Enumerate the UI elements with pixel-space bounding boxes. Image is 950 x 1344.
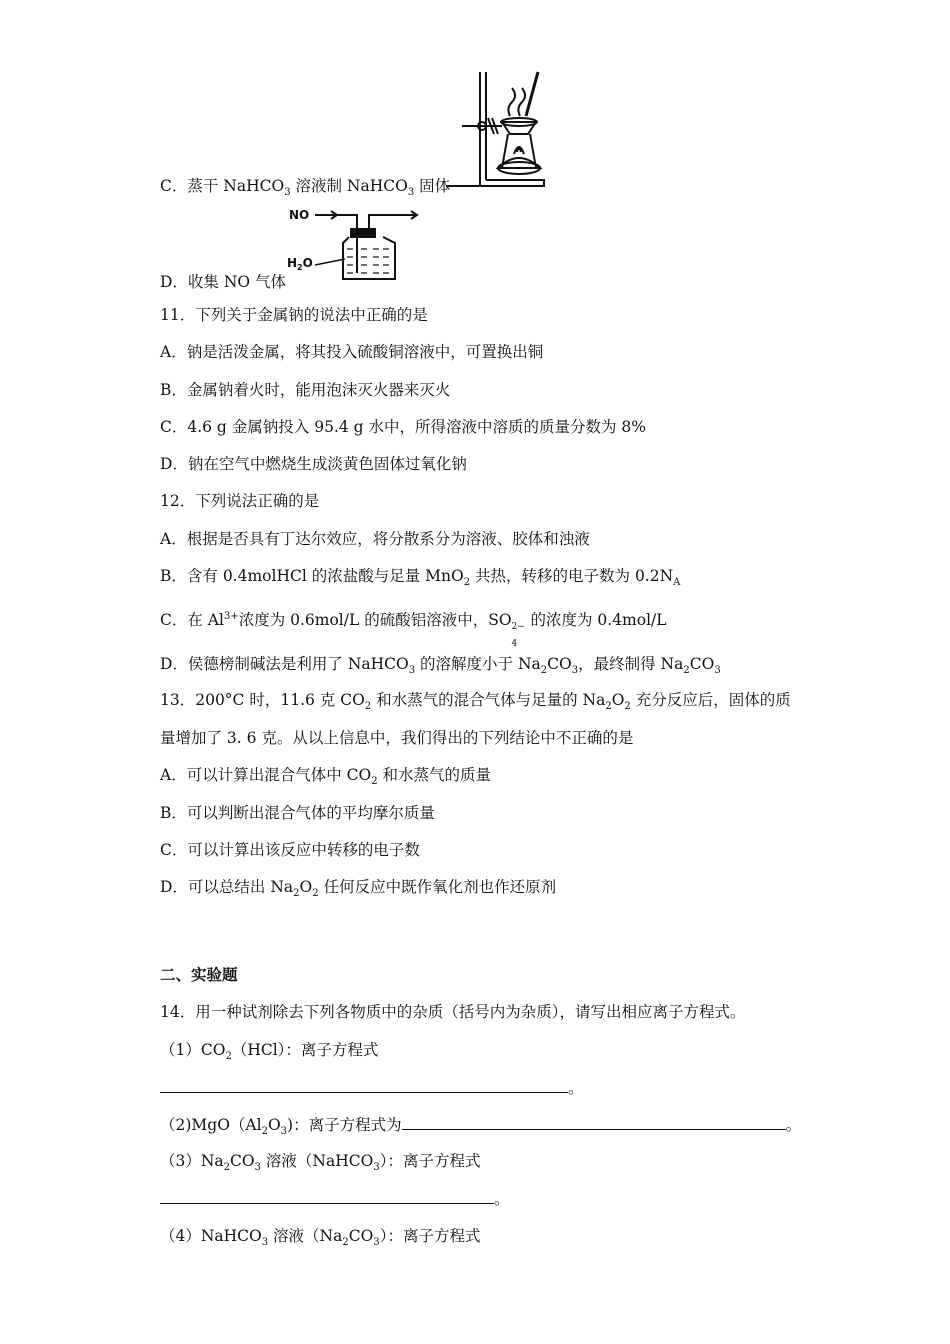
- subscript: 4: [511, 639, 518, 649]
- q13-text-3: O: [611, 691, 625, 709]
- q12-d-text-2: 的溶解度小于 Na: [415, 655, 541, 673]
- q13-option-a: [160, 765, 492, 788]
- q11-option-a: A．钠是活泼金属，将其投入硫酸铜溶液中，可置换出铜: [160, 343, 544, 361]
- subscript: 2: [364, 701, 372, 713]
- q14-p2-text-1: （2)MgO（Al: [160, 1116, 262, 1134]
- q12-option-d: [160, 654, 721, 677]
- q13-option-d: [160, 877, 557, 900]
- q13-text-2: 和水蒸气的混合气体与足量的 Na: [371, 691, 606, 709]
- q12-option-a: A．根据是否具有丁达尔效应，将分散系分为溶液、胶体和浊液: [160, 530, 590, 548]
- q13-d-text-2: O: [299, 878, 313, 896]
- q14-p4-text-4: ）：离子方程式: [379, 1227, 481, 1245]
- subscript: 2: [624, 701, 631, 713]
- q10-c-text-2: 溶液制 NaHCO: [290, 177, 408, 195]
- q12-d-text-5: CO: [689, 655, 715, 673]
- section-heading: 二、实验题: [160, 966, 238, 984]
- end-mark: 。: [568, 1079, 584, 1097]
- fig-label-h2o: $H_2O$: [287, 256, 313, 272]
- q10-c-text-3: 固体: [414, 177, 451, 195]
- gas-collection-figure: [285, 203, 425, 283]
- q14-p2-text-3: )：离子方程式为: [287, 1116, 402, 1134]
- subscript: 3: [373, 1237, 380, 1249]
- q14-stem: 14．用一种试剂除去下列各物质中的杂质（括号内为杂质），请写出相应离子方程式。: [160, 1003, 746, 1021]
- subscript: 2: [293, 888, 300, 900]
- q14-part1: [160, 1040, 379, 1063]
- subscript: 2: [683, 665, 690, 677]
- subscript: 2: [463, 577, 471, 589]
- q13-a-text-2: 和水蒸气的质量: [377, 766, 492, 784]
- q13-stem-line1: [160, 690, 791, 713]
- q10-option-d: D．收集 NO 气体: [160, 273, 287, 291]
- fig-label-no: NO: [289, 208, 310, 222]
- q14-p3-text-2: CO: [230, 1152, 255, 1170]
- subscript: 3: [254, 1162, 261, 1174]
- q12-c-text-3: 的浓度为 0.4mol/L: [525, 611, 667, 629]
- subscript: 2: [223, 1162, 231, 1174]
- subscript: 2: [225, 1051, 232, 1063]
- q10-c-text-1: C．蒸干 NaHCO: [160, 177, 285, 195]
- q14-p4-text-3: CO: [348, 1227, 374, 1245]
- q13-option-c: C．可以计算出该反应中转移的电子数: [160, 841, 420, 859]
- subscript: 2: [605, 701, 612, 713]
- subscript: 2: [261, 1126, 268, 1138]
- end-mark: 。: [494, 1190, 510, 1208]
- superscript: 3+: [223, 610, 239, 622]
- subscript: 2: [312, 888, 319, 900]
- q14-part1-answer: [160, 1078, 584, 1098]
- q11-option-c: C．4.6 g 金属钠投入 95.4 g 水中，所得溶液中溶质的质量分数为 8%: [160, 418, 647, 436]
- q14-part3-answer: [160, 1189, 510, 1209]
- q13-text-4: 充分反应后，固体的质: [630, 691, 791, 709]
- q14-p3-text-4: ）：离子方程式: [379, 1152, 481, 1170]
- subscript: 2: [371, 776, 378, 788]
- evaporation-apparatus-figure: [440, 68, 550, 190]
- q14-p1-text-1: （1）CO: [160, 1041, 226, 1059]
- subscript: 3: [261, 1237, 269, 1249]
- q13-a-text-1: A．可以计算出混合气体中 CO: [160, 766, 372, 784]
- q11-option-d: D．钠在空气中燃烧生成淡黄色固体过氧化钠: [160, 455, 467, 473]
- answer-blank[interactable]: [160, 1078, 568, 1093]
- q12-b-text-1: B．含有 0.4molHCl 的浓盐酸与足量 MnO: [160, 567, 464, 585]
- subscript: 2: [342, 1237, 349, 1249]
- q12-stem: 12．下列说法正确的是: [160, 492, 320, 510]
- q12-c-text-2: 浓度为 0.6mol/L 的硫酸铝溶液中，SO: [238, 611, 512, 629]
- superscript: 2−: [511, 622, 525, 632]
- q13-d-text-3: 任何反应中既作氧化剂也作还原剂: [318, 878, 557, 896]
- subscript: 3: [284, 187, 291, 199]
- q13-option-b: B．可以判断出混合气体的平均摩尔质量: [160, 804, 435, 822]
- q12-option-b: [160, 566, 681, 589]
- q14-part2: [160, 1115, 802, 1138]
- q12-option-c: [160, 610, 667, 649]
- q12-b-text-2: 共热，转移的电子数为 0.2N: [470, 567, 674, 585]
- q14-p3-text-1: （3）Na: [160, 1152, 224, 1170]
- q14-p1-text-2: （HCl）：离子方程式: [231, 1041, 379, 1059]
- q14-p3-text-3: 溶液（NaHCO: [261, 1152, 374, 1170]
- answer-blank[interactable]: [402, 1115, 786, 1130]
- q13-d-text-1: D．可以总结出 Na: [160, 878, 294, 896]
- q11-stem: 11．下列关于金属钠的说法中正确的是: [160, 306, 428, 324]
- subscript: A: [673, 577, 681, 589]
- subscript: 3: [407, 187, 415, 199]
- q14-p4-text-2: 溶液（Na: [268, 1227, 343, 1245]
- q12-d-text-1: D．侯德榜制碱法是利用了 NaHCO: [160, 655, 409, 673]
- answer-blank[interactable]: [160, 1189, 494, 1204]
- subscript: 3: [280, 1126, 288, 1138]
- q12-d-text-3: CO: [547, 655, 572, 673]
- q13-text-1: 13．200°C 时，11.6 克 CO: [160, 691, 365, 709]
- q14-p2-text-2: O: [267, 1116, 281, 1134]
- q11-option-b: B．金属钠着火时，能用泡沫灭火器来灭火: [160, 381, 451, 399]
- end-mark: 。: [785, 1116, 802, 1134]
- subscript: 3: [571, 665, 579, 677]
- q14-p4-text-1: （4）NaHCO: [160, 1227, 262, 1245]
- q14-part3: [160, 1151, 481, 1174]
- subscript: 3: [714, 665, 721, 677]
- subscript: 3: [373, 1162, 380, 1174]
- q13-stem-line2: 量增加了 3. 6 克。从以上信息中，我们得出的下列结论中不正确的是: [160, 729, 634, 747]
- q14-part4: [160, 1226, 481, 1249]
- subscript: 2: [540, 665, 548, 677]
- subscript: 3: [408, 665, 416, 677]
- q12-d-text-4: ，最终制得 Na: [578, 655, 684, 673]
- q10-option-c: [160, 176, 451, 199]
- q12-c-text-1: C．在 Al: [160, 611, 224, 629]
